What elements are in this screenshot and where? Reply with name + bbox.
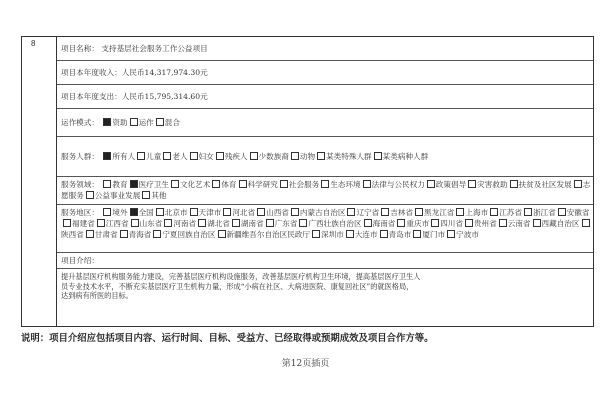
fields-options xyxy=(61,180,590,200)
regions-option[interactable] xyxy=(95,219,129,228)
checkbox-icon[interactable] xyxy=(120,230,128,238)
regions-option[interactable] xyxy=(118,230,152,239)
fields-option[interactable] xyxy=(425,180,466,189)
fields-option[interactable] xyxy=(466,180,507,189)
mode-option-label: 运作 xyxy=(138,118,154,127)
project-name-row xyxy=(57,37,593,61)
checkbox-icon[interactable] xyxy=(346,230,354,238)
fields-option[interactable] xyxy=(140,191,166,200)
intro-label-row xyxy=(57,253,593,269)
checkbox-icon[interactable] xyxy=(415,208,423,216)
footnote: 说明：项目介绍应包括项目内容、运行时间、目标、受益方、已经取得或预期成效及项目合作方等。 xyxy=(21,333,434,344)
checkbox-icon[interactable] xyxy=(190,208,198,216)
regions-option[interactable] xyxy=(255,208,289,217)
fields-option[interactable] xyxy=(128,180,169,189)
checkbox-icon[interactable] xyxy=(239,180,247,188)
checkbox-icon[interactable] xyxy=(223,208,231,216)
fields-option-label: 公益事业发展 xyxy=(94,191,141,200)
regions-option-label: 内蒙古自治区 xyxy=(299,208,346,217)
fields-option[interactable] xyxy=(84,191,141,200)
regions-option-label: 河北省 xyxy=(232,208,256,217)
mode-option-label: 资助 xyxy=(112,118,128,127)
regions-option-label: 山东省 xyxy=(139,219,163,228)
project-table xyxy=(21,36,594,327)
checkbox-icon[interactable] xyxy=(413,230,421,238)
checkbox-icon[interactable] xyxy=(447,230,455,238)
regions-option-label: 贵州省 xyxy=(473,219,497,228)
regions-option-label: 福建省 xyxy=(72,219,95,228)
regions-option[interactable] xyxy=(151,230,215,239)
regions-option[interactable] xyxy=(162,219,196,228)
intro-line: 员专业技术水平，不断充实基层医疗卫生机构力量，形成“小病在社区、大病进医院、康复回社区”的就医格局， xyxy=(61,281,414,291)
checkbox-icon[interactable] xyxy=(397,219,405,227)
mode-option-label: 混合 xyxy=(164,118,180,127)
regions-option-label: 甘肃省 xyxy=(94,230,118,239)
regions-option-label: 山西省 xyxy=(266,208,289,217)
regions-option[interactable] xyxy=(531,219,580,228)
mode-label: 运作模式： xyxy=(61,118,99,127)
groups-option-label: 老人 xyxy=(172,152,188,161)
fields-option-label: 教育 xyxy=(112,180,128,189)
regions-option[interactable] xyxy=(429,219,463,228)
checkbox-icon[interactable] xyxy=(130,180,138,188)
checkbox-icon[interactable] xyxy=(153,230,161,238)
project-content xyxy=(57,37,593,326)
checkbox-icon[interactable] xyxy=(381,208,389,216)
groups-option-label: 所有人 xyxy=(112,152,136,161)
expense-row xyxy=(57,85,593,109)
groups-option-label: 儿童 xyxy=(146,152,162,161)
regions-option-label: 北京市 xyxy=(164,208,188,217)
checkbox-icon[interactable] xyxy=(198,219,206,227)
groups-option[interactable] xyxy=(188,152,214,161)
expense: 项目本年度支出：人民币15,795,314.60元 xyxy=(61,92,208,101)
page-label: 第12页插页 xyxy=(281,359,330,369)
checkbox-icon[interactable] xyxy=(468,180,476,188)
regions-option-label: 四川省 xyxy=(440,219,463,228)
regions-option[interactable] xyxy=(497,219,531,228)
regions-option-label: 上海市 xyxy=(465,208,489,217)
checkbox-icon[interactable] xyxy=(63,219,71,227)
regions-option[interactable] xyxy=(413,208,454,217)
regions-option-label: 新疆维吾尔自治区民政厅 xyxy=(226,230,311,239)
groups-option[interactable] xyxy=(161,152,187,161)
regions-option-label: 辽宁省 xyxy=(356,208,380,217)
regions-option[interactable] xyxy=(488,208,522,217)
regions-option[interactable] xyxy=(445,230,479,239)
checkbox-icon[interactable] xyxy=(212,180,220,188)
fields-option-label: 科学研究 xyxy=(247,180,278,189)
regions-option-label: 宁夏回族自治区 xyxy=(162,230,216,239)
fields-option-label: 社会服务 xyxy=(288,180,320,189)
regions-option-label: 黑龙江省 xyxy=(424,208,455,217)
regions-option[interactable] xyxy=(264,219,298,228)
checkbox-icon[interactable] xyxy=(266,219,274,227)
regions-option[interactable] xyxy=(154,208,188,217)
checkbox-icon[interactable] xyxy=(499,219,507,227)
regions-option[interactable] xyxy=(310,230,344,239)
fields-option[interactable] xyxy=(101,180,127,189)
checkbox-icon[interactable] xyxy=(582,219,590,227)
mode-row xyxy=(57,109,593,137)
regions-option[interactable] xyxy=(289,208,346,217)
regions-option-label: 全国 xyxy=(138,208,154,217)
checkbox-icon[interactable] xyxy=(103,152,111,160)
regions-option[interactable] xyxy=(230,219,264,228)
checkbox-icon[interactable] xyxy=(232,219,240,227)
regions-option[interactable] xyxy=(411,230,445,239)
regions-option-label: 云南省 xyxy=(507,219,531,228)
groups-option[interactable] xyxy=(289,152,315,161)
income-row xyxy=(57,61,593,85)
regions-option-label: 河南省 xyxy=(173,219,197,228)
checkbox-icon[interactable] xyxy=(299,219,307,227)
fields-option-label: 生态环境 xyxy=(330,180,361,189)
groups-options xyxy=(101,152,428,161)
fields-option-label: 灾害救助 xyxy=(477,180,508,189)
checkbox-icon[interactable] xyxy=(86,230,94,238)
regions-option-label: 江西省 xyxy=(105,219,129,228)
row-number: 8 xyxy=(31,39,36,48)
fields-option-label: 法律与公民权力 xyxy=(371,180,425,189)
checkbox-icon[interactable] xyxy=(142,191,150,199)
mode-option[interactable] xyxy=(154,118,180,127)
checkbox-icon[interactable] xyxy=(510,180,518,188)
checkbox-icon[interactable] xyxy=(156,208,164,216)
regions-options xyxy=(61,208,591,239)
fields-label: 服务领域： xyxy=(61,180,99,189)
groups-option[interactable] xyxy=(315,152,372,161)
regions-option[interactable] xyxy=(297,219,361,228)
checkbox-icon[interactable] xyxy=(558,208,566,216)
checkbox-icon[interactable] xyxy=(374,152,382,160)
groups-option[interactable] xyxy=(101,152,135,161)
checkbox-icon[interactable] xyxy=(156,118,164,126)
checkbox-icon[interactable] xyxy=(317,152,325,160)
checkbox-icon[interactable] xyxy=(363,180,371,188)
fields-option[interactable] xyxy=(237,180,278,189)
regions-option-label: 安徽省 xyxy=(566,208,590,217)
checkbox-icon[interactable] xyxy=(216,152,224,160)
regions-option-label: 湖南省 xyxy=(240,219,264,228)
checkbox-icon[interactable] xyxy=(280,180,288,188)
checkbox-icon[interactable] xyxy=(490,208,498,216)
checkbox-icon[interactable] xyxy=(347,208,355,216)
fields-option[interactable] xyxy=(508,180,572,189)
row-number-column xyxy=(22,37,57,326)
intro-line: 提升基层医疗机构服务能力建设，完善基层医疗机构设施服务，改善基层医疗机构卫生环境，提高基层医疗卫生人 xyxy=(61,272,421,281)
mode-options xyxy=(101,118,180,127)
regions-option[interactable] xyxy=(188,208,222,217)
regions-option-label: 重庆市 xyxy=(406,219,430,228)
checkbox-icon[interactable] xyxy=(130,118,138,126)
regions-option[interactable] xyxy=(128,208,154,217)
regions-option[interactable] xyxy=(196,219,230,228)
regions-option-label: 青海省 xyxy=(128,230,152,239)
checkbox-icon[interactable] xyxy=(524,208,532,216)
fields-option[interactable] xyxy=(319,180,360,189)
regions-option-label: 厦门市 xyxy=(422,230,446,239)
checkbox-icon[interactable] xyxy=(171,180,179,188)
checkbox-icon[interactable] xyxy=(97,219,105,227)
checkbox-icon[interactable] xyxy=(291,208,299,216)
groups-option[interactable] xyxy=(248,152,289,161)
regions-row xyxy=(57,205,593,253)
groups-option-label: 少数族裔 xyxy=(258,152,289,161)
project-name: 项目名称： 支持基层社会服务工作公益项目 xyxy=(61,44,208,53)
regions-option[interactable] xyxy=(345,208,379,217)
regions-option[interactable] xyxy=(362,219,396,228)
groups-label: 服务人群： xyxy=(61,152,99,161)
regions-option-label: 吉林省 xyxy=(390,208,414,217)
fields-option-label: 扶贫及社区发展 xyxy=(518,180,572,189)
checkbox-icon[interactable] xyxy=(131,219,139,227)
regions-option[interactable] xyxy=(379,208,413,217)
checkbox-icon[interactable] xyxy=(431,219,439,227)
regions-option[interactable] xyxy=(61,219,95,228)
fields-row xyxy=(57,177,593,205)
fields-option-label: 政策倡导 xyxy=(435,180,467,189)
regions-option[interactable] xyxy=(378,230,412,239)
intro-label: 项目介绍： xyxy=(61,256,99,265)
checkbox-icon[interactable] xyxy=(137,152,145,160)
groups-option-label: 动物 xyxy=(299,152,316,161)
regions-option-label: 境外 xyxy=(112,208,128,217)
regions-option[interactable] xyxy=(101,208,127,217)
groups-row xyxy=(57,137,593,177)
regions-option-label: 海南省 xyxy=(372,219,396,228)
regions-option-label: 湖北省 xyxy=(207,219,230,228)
regions-option[interactable] xyxy=(84,230,118,239)
fields-option[interactable] xyxy=(278,180,319,189)
regions-option[interactable] xyxy=(522,208,556,217)
checkbox-icon[interactable] xyxy=(130,208,138,216)
regions-option[interactable] xyxy=(129,219,163,228)
regions-option-label: 大连市 xyxy=(354,230,378,239)
checkbox-icon[interactable] xyxy=(257,208,265,216)
regions-option-label: 广西壮族自治区 xyxy=(308,219,362,228)
checkbox-icon[interactable] xyxy=(574,180,582,188)
regions-option[interactable] xyxy=(395,219,429,228)
intro-line: 达到病有所医的目标。 xyxy=(61,291,133,300)
regions-option[interactable] xyxy=(454,208,488,217)
checkbox-icon[interactable] xyxy=(103,208,111,216)
checkbox-icon[interactable] xyxy=(380,230,388,238)
checkbox-icon[interactable] xyxy=(456,208,464,216)
regions-option-label: 青岛市 xyxy=(388,230,412,239)
checkbox-icon[interactable] xyxy=(103,180,111,188)
regions-option-label: 江苏省 xyxy=(499,208,522,217)
groups-option[interactable] xyxy=(214,152,248,161)
regions-option-label: 西藏自治区 xyxy=(541,219,580,228)
checkbox-icon[interactable] xyxy=(164,219,172,227)
fields-option[interactable] xyxy=(361,180,425,189)
mode-option[interactable] xyxy=(128,118,154,127)
regions-option[interactable] xyxy=(216,230,311,239)
regions-option[interactable] xyxy=(344,230,378,239)
fields-option-label: 体育 xyxy=(221,180,237,189)
checkbox-icon[interactable] xyxy=(321,180,329,188)
groups-option-label: 某类病种人群 xyxy=(382,152,429,161)
checkbox-icon[interactable] xyxy=(427,180,435,188)
regions-option[interactable] xyxy=(463,219,497,228)
fields-option-label: 文化艺术 xyxy=(179,180,211,189)
checkbox-icon[interactable] xyxy=(291,152,299,160)
checkbox-icon[interactable] xyxy=(103,118,111,126)
regions-label: 服务地区： xyxy=(61,208,99,217)
intro-row xyxy=(57,269,593,328)
regions-option-label: 广东省 xyxy=(274,219,298,228)
fields-option-label: 志愿服务 xyxy=(61,180,591,200)
checkbox-icon[interactable] xyxy=(465,219,473,227)
groups-option-label: 妇女 xyxy=(198,152,214,161)
checkbox-icon[interactable] xyxy=(364,219,372,227)
checkbox-icon[interactable] xyxy=(163,152,171,160)
fields-option[interactable] xyxy=(169,180,210,189)
checkbox-icon[interactable] xyxy=(86,191,94,199)
regions-option-label: 深圳市 xyxy=(321,230,344,239)
checkbox-icon[interactable] xyxy=(218,230,226,238)
income: 项目本年度收入：人民币14,317,974.30元 xyxy=(61,68,208,77)
checkbox-icon[interactable] xyxy=(533,219,541,227)
checkbox-icon[interactable] xyxy=(312,230,320,238)
regions-option-label: 陕西省 xyxy=(61,230,84,239)
groups-option[interactable] xyxy=(135,152,161,161)
regions-option[interactable] xyxy=(221,208,255,217)
regions-option-label: 宁波市 xyxy=(456,230,479,239)
fields-option-label: 医疗卫生 xyxy=(138,180,169,189)
groups-option[interactable] xyxy=(372,152,429,161)
checkbox-icon[interactable] xyxy=(250,152,258,160)
fields-option[interactable] xyxy=(210,180,236,189)
regions-option-label: 天津市 xyxy=(198,208,222,217)
groups-option-label: 残疾人 xyxy=(224,152,248,161)
regions-option[interactable] xyxy=(556,208,590,217)
fields-option-label: 其他 xyxy=(151,191,167,200)
regions-option-label: 浙江省 xyxy=(532,208,556,217)
groups-option-label: 某类特殊人群 xyxy=(326,152,372,161)
checkbox-icon[interactable] xyxy=(190,152,198,160)
mode-option[interactable] xyxy=(101,118,127,127)
